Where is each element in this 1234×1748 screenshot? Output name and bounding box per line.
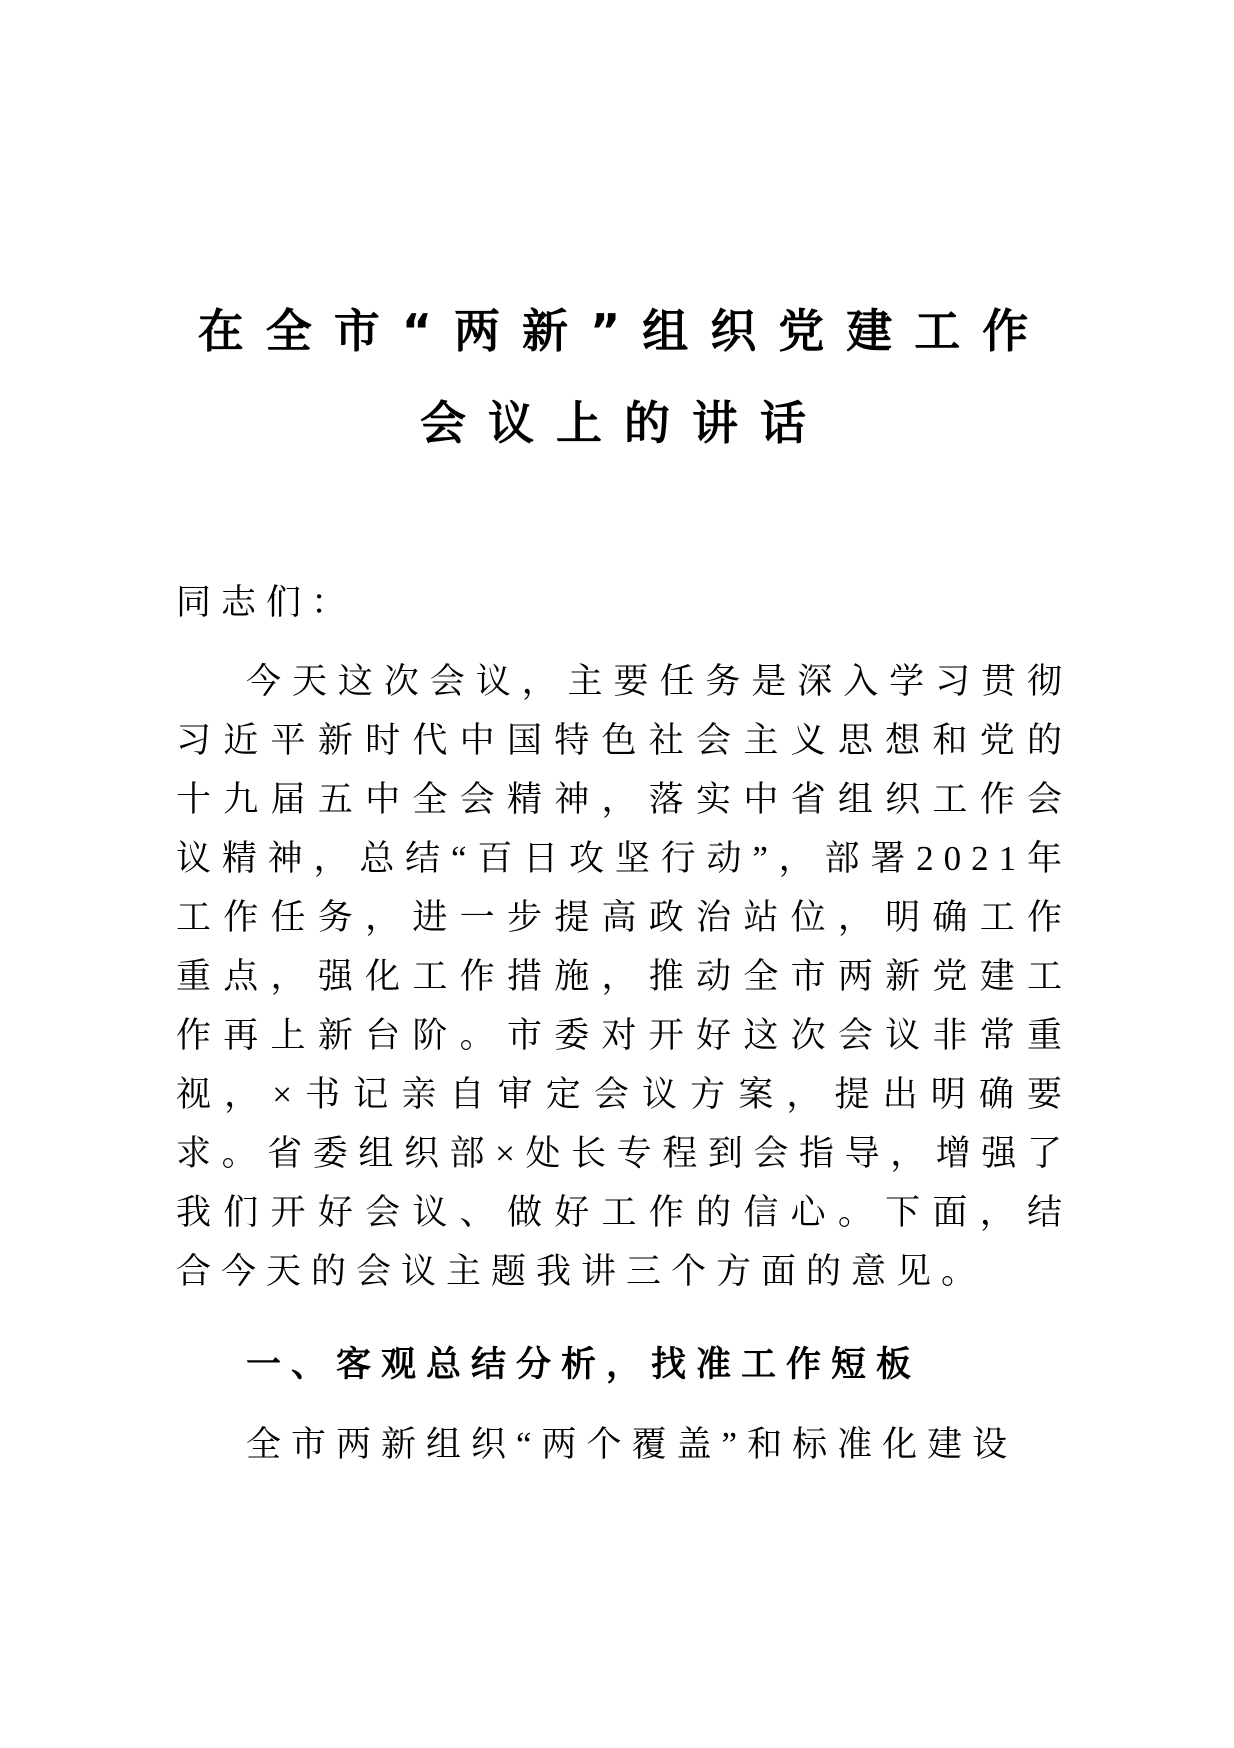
body-paragraph: 全市两新组织“两个覆盖”和标准化建设 xyxy=(246,1425,1018,1464)
body-paragraph: 今天这次会议，主要任务是深入学习贯彻习近平新时代中国特色社会主义思想和党的十九届五中全会精神，落实中省组织工作会议精神，总结“百日攻坚行动”，部署2021年工作任务，进一步提高政治站位，明确工作重点，强化工作措施，推动全市两新党建工作再上新台阶。市委对开好这次会议非常重视，×书记亲自审定会议方案，提出明确要求。省委组织部×处长专程到会指导，增强了我们开好会议、做好工作的信心。下面，结合今天的会议主题我讲三个方面的意见。 xyxy=(176,662,1072,1291)
section-heading: 一、客观总结分析，找准工作短板 xyxy=(246,1345,922,1385)
paragraph-container xyxy=(176,652,1072,1474)
document-title-line-2: 会议上的讲话 xyxy=(420,396,828,450)
salutation: 同志们： xyxy=(176,583,357,622)
document-title-line-1: 在全市“两新”组织党建工作 xyxy=(197,304,1051,358)
document-body xyxy=(176,573,1072,1474)
document-title xyxy=(176,0,1072,469)
